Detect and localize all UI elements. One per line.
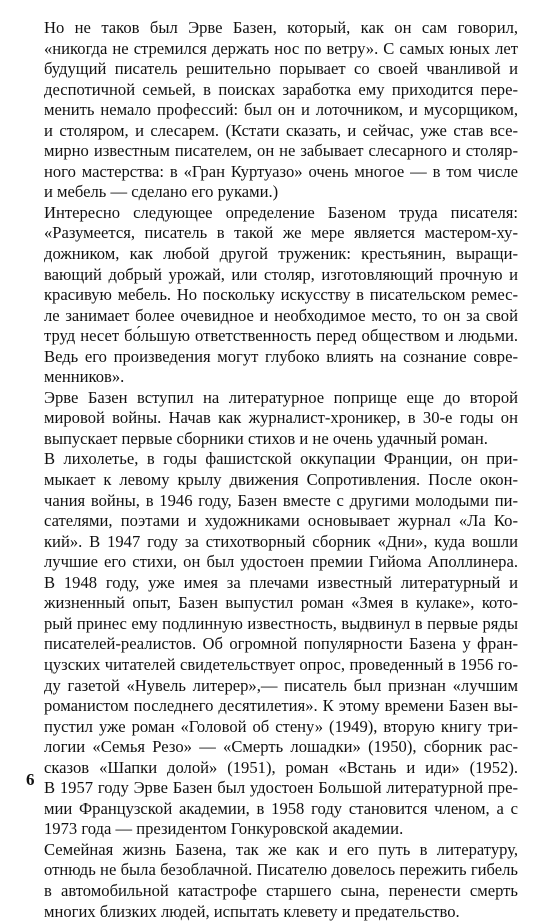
text-line: ле занимает более очевидное и необходимое место, то он за свой: [44, 305, 518, 325]
text-line: вающий добрый урожай, или столяр, изготовляющий прочную и: [44, 264, 518, 284]
text-line: жизненный опыт, Базен выпустил роман «Змея в кулаке», кото-: [44, 593, 518, 613]
text-line: мии Французской академии, в 1958 году становится членом, а с: [44, 798, 518, 818]
paragraph: [24, 449, 518, 839]
text-line: Но не таков был Эрве Базен, который, как он сам говорил,: [44, 18, 518, 37]
text-line: отнюдь не была безоблачной. Писателю довелось пережить гибель: [44, 860, 518, 880]
text-line: будущий писатель решительно порывает со своей чванливой и: [44, 59, 518, 79]
text-line: чания войны, в 1946 году, Базен вместе с другими молодыми пи-: [44, 490, 518, 510]
text-line: мирно известным писателем, он не забывает слесарного и столяр-: [44, 141, 518, 161]
text-line: труд несет бо́льшую ответственность перед обществом и людьми.: [44, 326, 518, 346]
text-line: лучшие его стихи, он был удостоен премии Гийома Аполлинера.: [44, 552, 518, 572]
text-line: ду газетой «Нувель литерер»,— писатель был признан «лучшим: [44, 675, 518, 695]
paragraph: [24, 18, 518, 203]
text-line: ного мастерства: в «Гран Куртуазо» очень многое — в том числе: [44, 161, 518, 181]
text-line: сказов «Шапки долой» (1951), роман «Встань и иди» (1952).: [44, 757, 518, 777]
text-line: кий». В 1947 году за стихотворный сборник «Дни», куда вошли: [44, 531, 518, 551]
text-line: писателей-реалистов. Об огромной популярности Базена у фран-: [44, 634, 518, 654]
text-line: романистом последнего десятилетия». К этому времени Базен вы-: [44, 696, 518, 716]
text-line: дожником, как любой другой труженик: крестьянин, выращи-: [44, 244, 518, 264]
text-line: Интересно следующее определение Базеном труда писателя:: [44, 202, 518, 222]
page-number: 6: [26, 770, 35, 789]
text-line: Семейная жизнь Базена, так же как и его путь в литературу,: [44, 839, 518, 859]
text-line: многих близких людей, испытать клевету и предательство.: [44, 901, 460, 921]
text-line: В лихолетье, в годы фашистской оккупации Франции, он при-: [44, 449, 518, 469]
text-line: сателями, поэтами и художниками основывает журнал «Ла Ко-: [44, 511, 518, 531]
text-line: мыкает к левому крылу движения Сопротивления. После окон-: [44, 470, 518, 490]
text-line: Эрве Базен вступил на литературное поприще еще до второй: [44, 387, 518, 407]
text-line: менников».: [44, 367, 125, 387]
text-line: выпускает первые сборники стихов и не очень удачный роман.: [44, 428, 488, 448]
text-line: Ведь его произведения могут глубоко влиять на сознание совре-: [44, 346, 518, 366]
text-line: менить немало профессий: был он и лоточником, и мусорщиком,: [44, 100, 518, 120]
text-line: «никогда не стремился держать нос по ветру». С самых юных лет: [44, 38, 518, 58]
paragraph: [24, 840, 518, 922]
text-line: красивую мебель. Но поскольку искусству в писательском ремес-: [44, 285, 518, 305]
text-line: 1973 года — президентом Гонкуровской академии.: [44, 819, 404, 839]
paragraph: [24, 203, 518, 388]
book-page-text: [24, 18, 518, 922]
text-line: «Разумеется, писатель в такой же мере является мастером-ху-: [44, 223, 518, 243]
text-line: деспотичной семьей, в поисках заработка ему приходится пере-: [44, 79, 518, 99]
text-line: мировой войны. Начав как журналист-хроникер, в 30-е годы он: [44, 408, 518, 428]
text-line: В 1948 году, уже имея за плечами известный литературный и: [44, 572, 518, 592]
text-line: в автомобильной катастрофе старшего сына, перенести смерть: [44, 880, 518, 900]
text-line: рый принес ему подлинную известность, выдвинул в первые ряды: [44, 613, 518, 633]
text-line: и столяром, и слесарем. (Кстати сказать, и сейчас, уже став все-: [44, 120, 518, 140]
text-line: логии «Семья Резо» — «Смерть лошадки» (1950), сборник рас-: [44, 737, 518, 757]
text-line: В 1957 году Эрве Базен был удостоен Большой литературной пре-: [44, 778, 518, 798]
text-line: цузских читателей свидетельствует опрос, проведенный в 1956 го-: [44, 654, 518, 674]
paragraph: [24, 388, 518, 450]
text-line: и мебель — сделано его руками.): [44, 182, 279, 202]
text-line: пустил уже роман «Головой об стену» (1949), вторую книгу три-: [44, 716, 518, 736]
